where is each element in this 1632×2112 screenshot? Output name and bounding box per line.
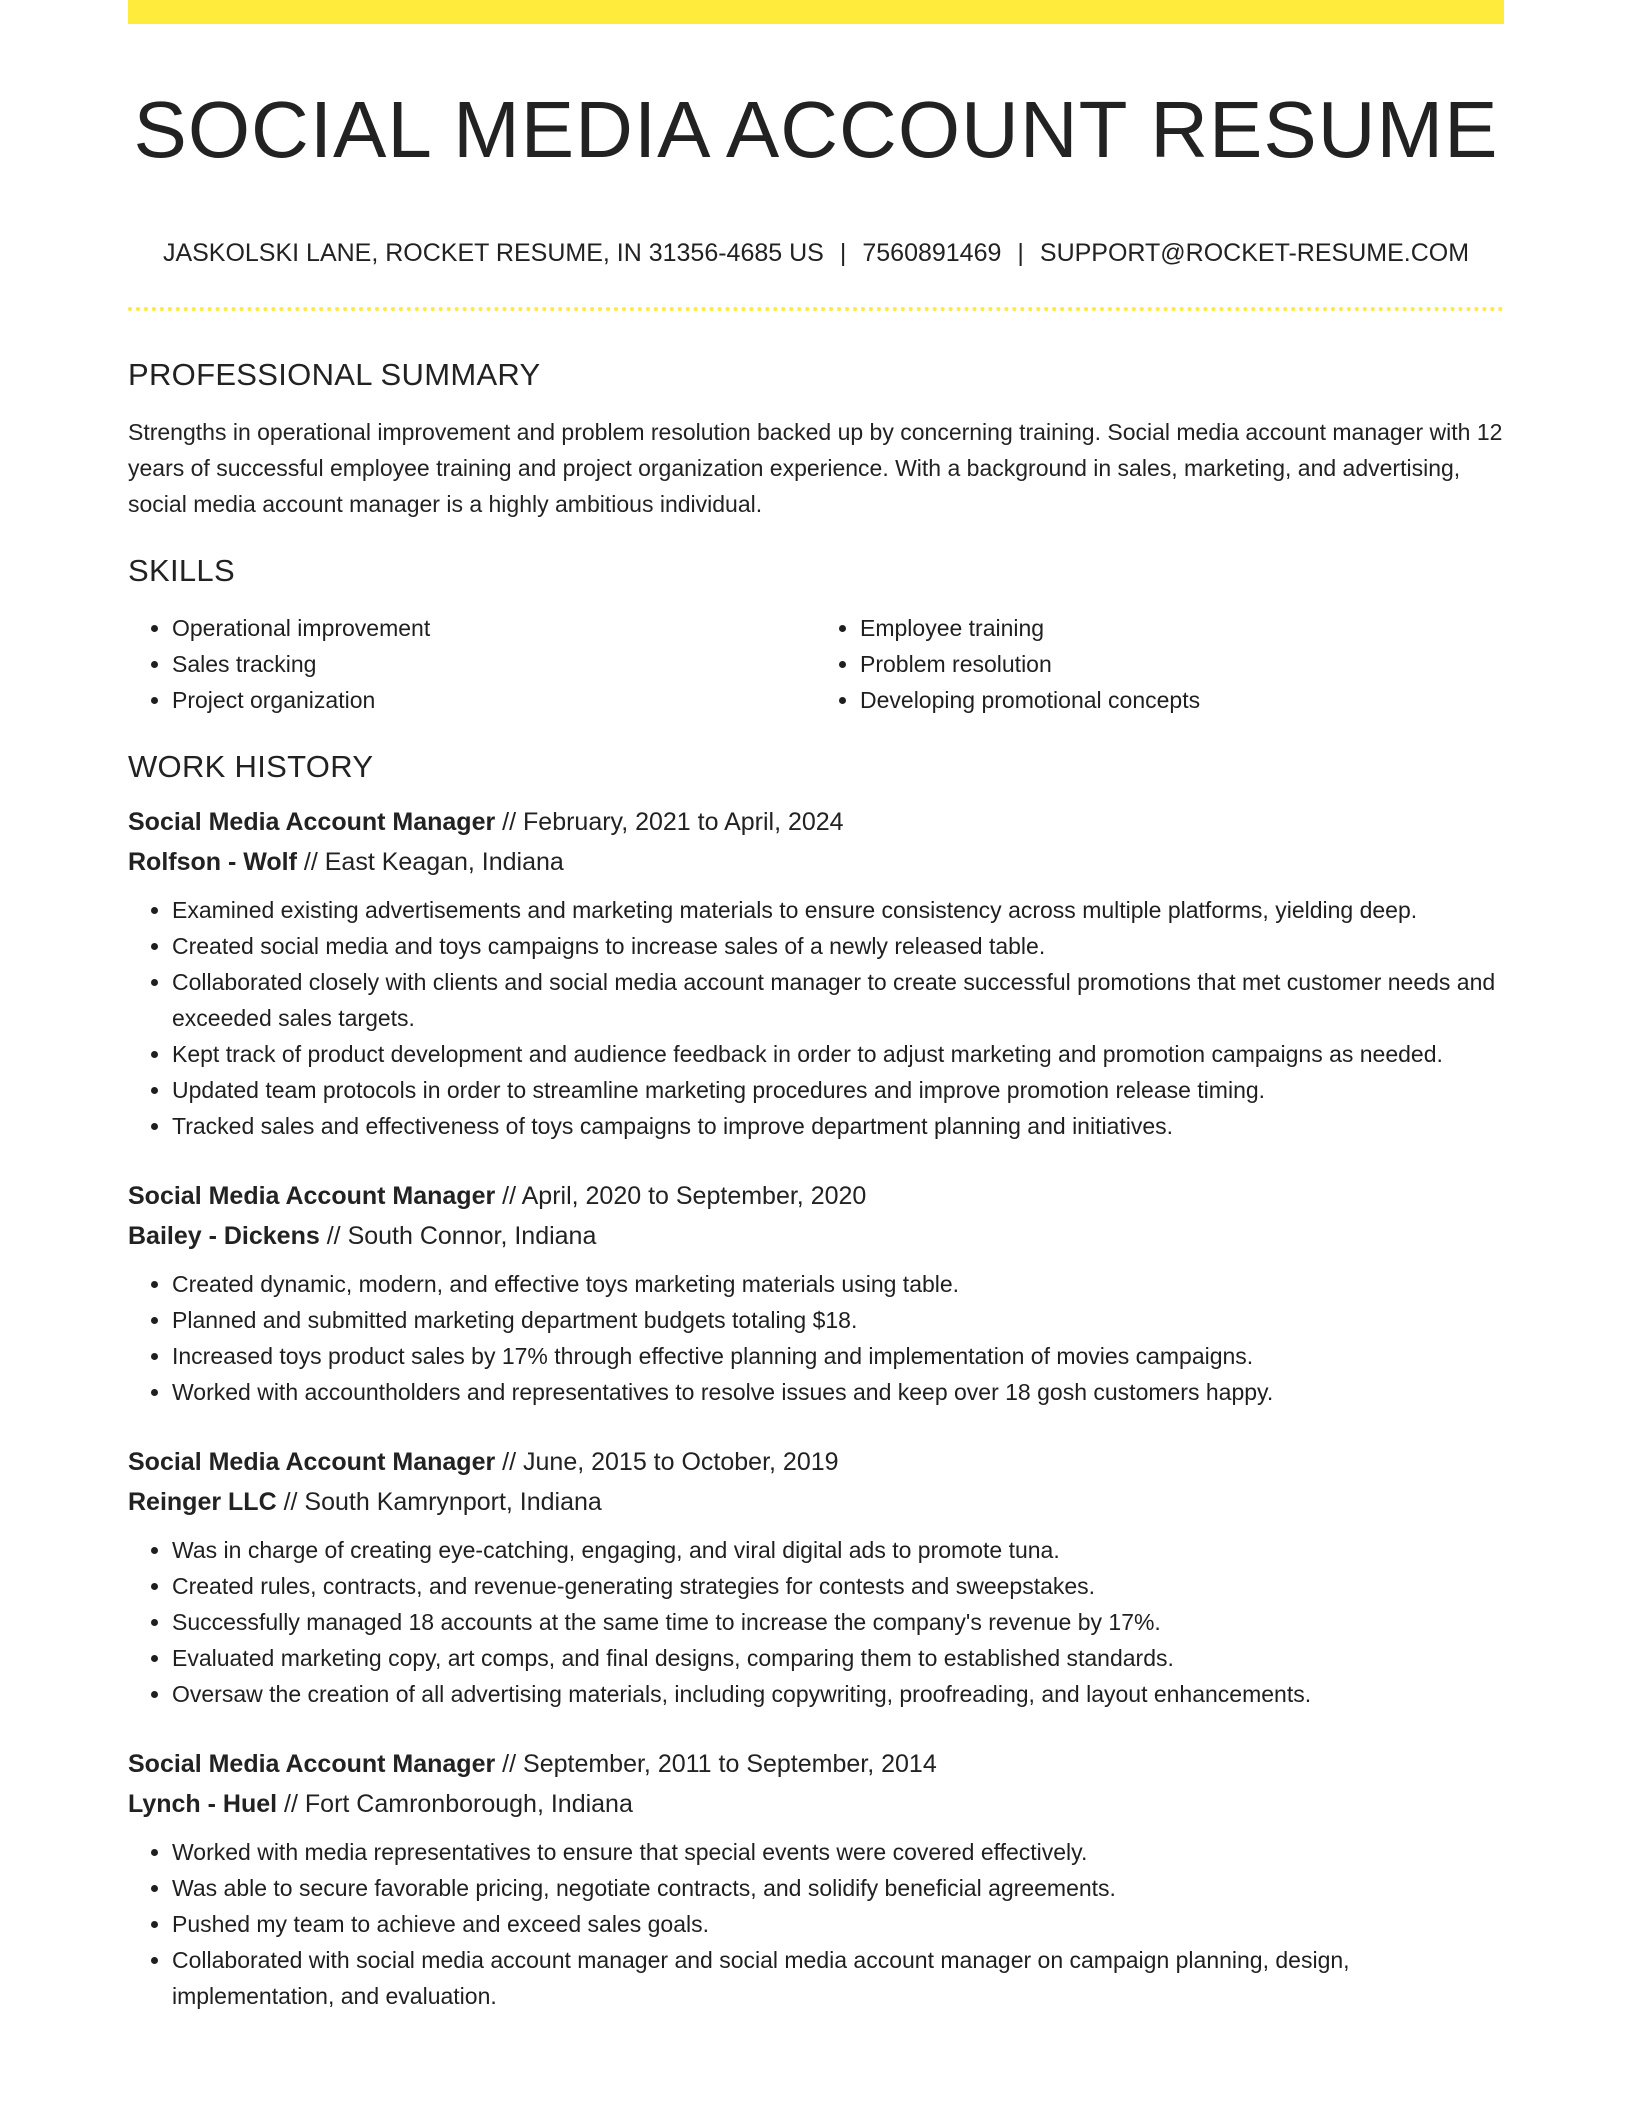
job-company-line [128,1216,1504,1256]
summary-heading: PROFESSIONAL SUMMARY [128,357,541,392]
skills-list [128,610,1504,718]
job-company-line [128,842,1504,882]
date-separator: // [277,1790,305,1818]
contact-line [128,236,1504,270]
job-company: Bailey - Dickens [128,1222,320,1250]
job-bullets [128,1532,1504,1712]
job-bullets [128,1834,1504,2014]
work-history-heading: WORK HISTORY [128,749,374,784]
date-separator: // [296,848,325,876]
summary-text: Strengths in operational improvement and problem resolution backed up by concerning training. Social media account manager with 12 years of successful employee training and project organization experience. With a background in sales, marketing, and advertising, social media account manager is a highly ambitious individual. [128,419,1503,517]
address: JASKOLSKI LANE, ROCKET RESUME, IN 31356-4685 US [162,239,824,267]
date-separator: // [495,1182,522,1210]
job-bullet: • Planned and submitted marketing department budgets totaling $18. [172,1302,1504,1338]
job-company: Reinger LLC [128,1488,277,1516]
job-company: Rolfson - Wolf [128,848,297,876]
date-separator: // [319,1222,348,1250]
job-title-line [128,1442,1504,1482]
job-bullet: • Evaluated marketing copy, art comps, and final designs, comparing them to established standards. [172,1640,1504,1676]
job-bullet: • Worked with media representatives to ensure that special events were covered effectively. [172,1834,1504,1870]
job-title: Social Media Account Manager [128,808,496,836]
date-separator: // [495,1750,524,1778]
job-dates: June, 2015 to October, 2019 [523,1448,839,1476]
job-bullet: • Successfully managed 18 accounts at the same time to increase the company's revenue by 17%. [172,1604,1504,1640]
job-bullet: • Kept track of product development and audience feedback in order to adjust marketing and promotion campaigns as needed. [172,1036,1504,1072]
skill-item: • Operational improvement [172,610,816,646]
job-company-line [128,1482,1504,1522]
job-title-line [128,1176,1504,1216]
separator: | [1017,239,1024,267]
job-bullets [128,1266,1504,1410]
job-entry [128,802,1504,1144]
job-dates: April, 2020 to September, 2020 [521,1182,867,1210]
job-bullet: • Tracked sales and effectiveness of toys campaigns to improve department planning and initiatives. [172,1108,1504,1144]
job-bullet: • Pushed my team to achieve and exceed sales goals. [172,1906,1504,1942]
job-bullet: • Collaborated with social media account manager and social media account manager on campaign planning, design, implementation, and evaluation. [172,1942,1504,2014]
job-title-line [128,1744,1504,1784]
skill-item: • Developing promotional concepts [860,682,1504,718]
job-location: East Keagan, Indiana [324,848,564,876]
job-bullet: • Created rules, contracts, and revenue-generating strategies for contests and sweepstakes. [172,1568,1504,1604]
job-bullet: • Updated team protocols in order to streamline marketing procedures and improve promotion release timing. [172,1072,1504,1108]
skill-item: • Employee training [860,610,1504,646]
job-bullet: • Collaborated closely with clients and social media account manager to create successful promotions that met customer needs and exceeded sales targets. [172,964,1504,1036]
job-bullet: • Oversaw the creation of all advertising materials, including copywriting, proofreading, and layout enhancements. [172,1676,1504,1712]
resume-title: SOCIAL MEDIA ACCOUNT RESUME [133,85,1499,174]
job-title-line [128,802,1504,842]
job-title: Social Media Account Manager [128,1182,496,1210]
separator: | [839,239,847,267]
date-separator: // [276,1488,305,1516]
date-separator: // [495,1448,524,1476]
phone: 7560891469 [862,239,1002,267]
job-bullet: • Increased toys product sales by 17% through effective planning and implementation of movies campaigns. [172,1338,1504,1374]
skill-item: • Problem resolution [860,646,1504,682]
job-dates: September, 2011 to September, 2014 [523,1750,937,1778]
accent-bar [128,0,1504,24]
job-bullet: • Was able to secure favorable pricing, negotiate contracts, and solidify beneficial agreements. [172,1870,1504,1906]
job-entry [128,1176,1504,1410]
job-bullet: • Was in charge of creating eye-catching, engaging, and viral digital ads to promote tuna. [172,1532,1504,1568]
job-title: Social Media Account Manager [128,1750,496,1778]
skill-item: • Sales tracking [172,646,816,682]
job-location: South Connor, Indiana [347,1222,597,1250]
dotted-divider [128,307,1504,311]
resume-content [128,350,1504,2014]
job-bullet: • Examined existing advertisements and marketing materials to ensure consistency across multiple platforms, yielding deep. [172,892,1504,928]
job-entry [128,1442,1504,1712]
job-bullets [128,892,1504,1144]
date-separator: // [495,808,524,836]
job-title: Social Media Account Manager [128,1448,496,1476]
skill-item: • Project organization [172,682,816,718]
job-location: Fort Camronborough, Indiana [304,1790,633,1818]
job-dates: February, 2021 to April, 2024 [523,808,844,836]
skills-column-right [816,610,1504,718]
job-company: Lynch - Huel [128,1790,278,1818]
job-company-line [128,1784,1504,1824]
skills-heading: SKILLS [128,553,235,588]
job-location: South Kamrynport, Indiana [304,1488,602,1516]
job-bullet: • Created dynamic, modern, and effective toys marketing materials using table. [172,1266,1504,1302]
skills-column-left [128,610,816,718]
job-entry [128,1744,1504,2014]
job-bullet: • Worked with accountholders and representatives to resolve issues and keep over 18 gosh customers happy. [172,1374,1504,1410]
email[interactable]: SUPPORT@ROCKET-RESUME.COM [1039,239,1470,267]
job-bullet: • Created social media and toys campaigns to increase sales of a newly released table. [172,928,1504,964]
